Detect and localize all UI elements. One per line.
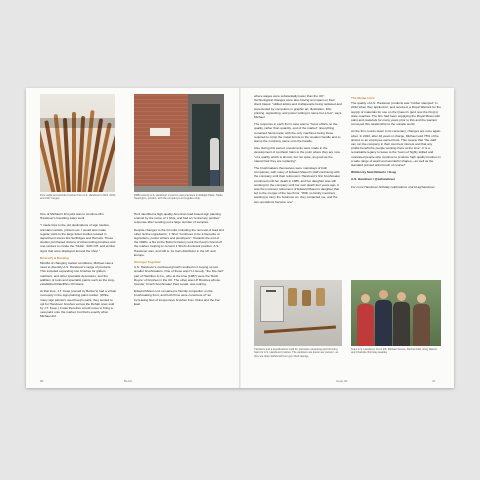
brushes-photo-caption: Pure sable and ebonite brushes from A.S. Handover's 2115, 2110, and 2117 ranges. [40,194,116,201]
formula-paragraph: Despite changes to the formula, including the removal of lead and other 'active ingredients', 1 Shot "continues to be a favourite of signwriters, poster writers and pinstripers". Towards the end of the 1990s, a fire at the Bolton's factory took the Keep's brand off the market, helping to cement 1 Shot's dominant position. A.S. Handover was, and still is, its main distributor in the UK and Europe. [134,227,224,257]
social-handle: A.S. Handover / @ashandover [351,177,396,182]
intro-paragraph: One of Michael's first jobs was to continue Mrs Handover's travelling sales work. [40,212,104,221]
shopfront-photo-caption: DMB recently A.S. Handover moved to new premises in Raleigh Place, Stoke Newington, London, with the company's art supplies shop. [134,194,223,201]
canisters-photo-caption: Canisters and a specifications card for precisely measuring and trimming hairs for A.S. Handover brushes. The canisters are known as 'cannon', as they are often fashioned from gun shell casings. [254,348,339,358]
synthetic-hairs-paragraph: Also during this period, investments were made in the development of synthetic hairs to the point where they are now "of a quality which is almost, but not quite, as good as the natural hair they are replacing". [254,146,340,163]
stronger-together-heading: Stronger Together [134,260,161,265]
michael-quote: "I made trips to the old destinations of sign studios, animation artists, printers etc. I would also make regular visits to the large ticket studios located in department stores like Selfridges and Harrods. These studios purchased dozens of ticket-writing brushes and one-strokes to create the 'SALE', '20% Off', and similar signs that were displayed around the shop." [40,223,116,253]
acquisitions-paragraph: A.S. Handover's continued growth resulted in it buying up two smaller brushmakers. One of these was H.J.Goody, "the fine hair" part of Hamilton & Co., who at the time (1987) were the 'Rolls Royce' of brushes in the UK. The other was LP Brushes whose founder, Czech brushmaker Paul Lesak, was retiring. [134,265,224,287]
left-column-1 [40,212,116,374]
right-folio-title: Issue 00 [336,379,348,383]
right-column-1 [254,94,342,272]
team-photo-caption: Team A.S. Handover. From left: Michael Versus, Rachel Kidd, Greg Warren, and Charlotte Wormley-Heatley. [351,348,438,355]
right-column-2 [351,94,441,272]
competitor-paragraph: Edward Mason Ltd. remained a friendly competitor on the brushmaking front, and both firms were conscious of "an increasing flow of inexpensive brushes from China and the Far East [134,289,220,306]
shopfront-photo [134,94,224,192]
brushes-photo [40,94,115,192]
diversify-paragraph-2: At that time, J.T. Keep (owned by Bolton's) had a virtual monopoly in the sign-painting paint market. (While many sign painters used Keep's paint, they tended to opt for Handover brushes versus the Rehab ones sold by J.T. Keep.) It was therefore a bold move to bring a new paint onto the market, but that's exactly what Michael did. [40,289,116,319]
team-photo [351,280,441,346]
author-credit: Written by Sam Roberts / bl.ag [351,170,396,175]
diversify-paragraph-1: Mindful of changing market conditions, Michael saw a need to diversify A.S. Handover's range of products. This included expanding into brushes for gilders, marblers, and other specialist decorators, and the addition of tools and specialist paints such as the long-established Ratcliffe's Oil Glaze. [40,261,115,287]
diversify-heading: Diversify & Develop [40,255,70,260]
royal-warrant-paragraph: The quality of A.S. Handover products was "rubber stamped" in 2012 when they applied for, and received, a Royal Warrant for the supply of materials for use on the Queen's (and now the King's) state coaches. The firm had been supplying the Royal Mews with paint and materials for many years prior to this and the warrant conveyed this relationship to the outside world. [351,101,441,127]
left-folio-number: 90 [40,379,44,383]
quality-focus-paragraph: The response in each firm's case was to "focus efforts on the quality, rather than quantity, end of the market". Everything remained hand-made, with the only machines being those required to crimp the metal ferrule to the wooden handle and to stamp the company name onto the handle. [254,122,341,144]
footnote-link: For more Handover birthday celebrations visit bl.ag/handover [351,184,435,189]
brushmakers-paragraph: The brushmakers themselves were mainstays of both companies, with many of Edward Mason's staff continuing with the company until their retirement. Handover's first brushmaker continued until her death in 1985, and her daughter was still working for the company until her own death four years ago. It was the imminent retirement of Edward Mason's daughter that led to the merger of the two firms: "With no family members wanting to carry the business on, they contacted me, and the two operations became one"... [254,166,341,204]
spread-gutter [239,88,241,388]
one-shot-paragraph: He'd identified a high-quality American lead-based sign painting enamel by the name of 1 Shot, and had an "extremely positive" response after sending out a large number of samples. [134,212,221,225]
canisters-photo [254,280,342,346]
modern-era-heading: The Modern Era [351,96,375,100]
right-folio-number: 47 [432,379,436,383]
centenary-paragraph: As the firm counts down to its centenary, changes are once again afoot. In 2022, after 42 years in charge, Michael sold 75% of the shares to an employee-owned trust. This means that "the staff can run the company in their own best interest and that any profits benefit the people working there at the time". It is a remarkable legacy to leave to the "team of highly skilled and motivated people who continue to produce high quality brushes in a wide range of weird and wonderful shapes—as well as the standard pointed artist brush of course!" [351,129,441,168]
left-column-2 [134,212,224,374]
wages-paragraph: where wages were substantially lower than the UK". Technological changes were also having an impact on their client bases: "skilled artists and craftspeople being replaced and superseded by computers in graphic art, illustration, litho printing, signwriting, and poster writing to name but a few", says Michael. [254,94,342,120]
magazine-spread [26,88,454,388]
left-folio-title: BLAG [124,379,133,383]
